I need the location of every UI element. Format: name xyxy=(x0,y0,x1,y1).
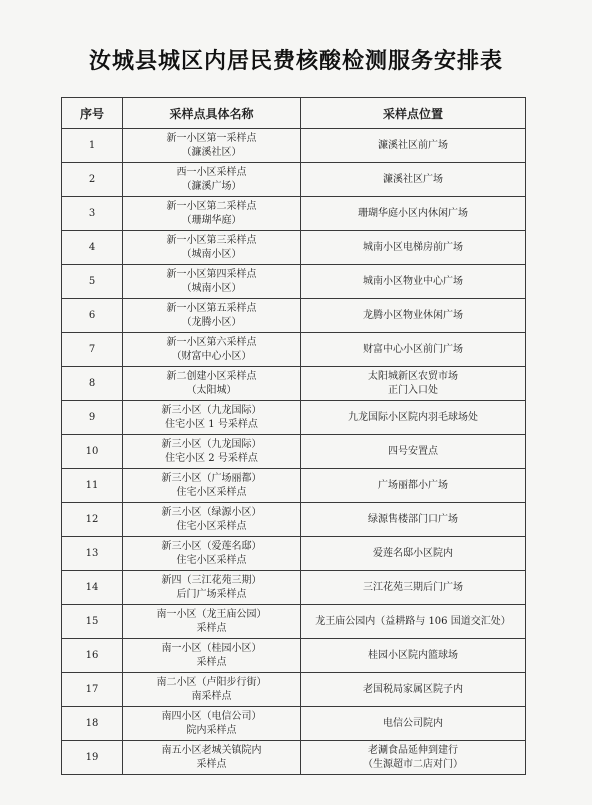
site-location-line: 龙腾小区物业休闲广场 xyxy=(363,309,463,321)
header-number: 序号 xyxy=(62,98,123,129)
site-name-cell xyxy=(123,469,301,503)
row-number: 16 xyxy=(62,639,123,673)
site-name-cell xyxy=(123,605,301,639)
site-name-cell xyxy=(123,367,301,401)
site-name-line: 住宅小区 1 号采样点 xyxy=(165,418,258,430)
site-location-line: 九龙国际小区院内羽毛球场处 xyxy=(348,411,478,423)
site-location-cell xyxy=(301,163,526,197)
site-location-line: 四号安置点 xyxy=(388,445,438,457)
site-name-line: 新一小区第二采样点 xyxy=(166,200,257,212)
site-name-line: 新一小区第六采样点 xyxy=(166,336,257,348)
site-name-line: 南采样点 xyxy=(191,690,232,702)
row-number: 5 xyxy=(62,265,123,299)
site-location-line: 老国税局家属区院子内 xyxy=(363,683,463,695)
site-name-cell xyxy=(123,333,301,367)
table-row xyxy=(62,299,526,333)
site-location-cell xyxy=(301,265,526,299)
header-site-location: 采样点位置 xyxy=(301,98,526,129)
header-site-name: 采样点具体名称 xyxy=(123,98,301,129)
site-location-cell xyxy=(301,129,526,163)
site-name-cell xyxy=(123,299,301,333)
document-title: 汝城县城区内居民费核酸检测服务安排表 xyxy=(88,49,503,74)
table-body xyxy=(62,129,526,775)
table-row xyxy=(62,129,526,163)
row-number: 10 xyxy=(62,435,123,469)
site-location-line: 电信公司院内 xyxy=(383,717,443,729)
row-number: 15 xyxy=(62,605,123,639)
site-name-line: 新三小区（绿源小区） xyxy=(161,506,262,518)
site-name-cell xyxy=(123,537,301,571)
table-row xyxy=(62,401,526,435)
site-location-cell xyxy=(301,401,526,435)
table-row xyxy=(62,469,526,503)
site-name-cell xyxy=(123,265,301,299)
site-location-line: 三江花苑三期后门广场 xyxy=(363,581,463,593)
table-row xyxy=(62,639,526,673)
table-row xyxy=(62,333,526,367)
table-row xyxy=(62,707,526,741)
row-number: 12 xyxy=(62,503,123,537)
site-name-line: 住宅小区采样点 xyxy=(176,554,247,566)
site-location-line: 老涮食品延伸到建行 xyxy=(368,744,458,756)
site-name-line: （城南小区） xyxy=(181,248,242,260)
site-name-line: 南四小区（电信公司） xyxy=(161,710,262,722)
row-number: 8 xyxy=(62,367,123,401)
site-location-cell xyxy=(301,673,526,707)
schedule-table xyxy=(61,97,526,775)
site-name-cell xyxy=(123,231,301,265)
site-location-line: 濂溪社区广场 xyxy=(383,173,443,185)
table-row xyxy=(62,571,526,605)
site-name-cell xyxy=(123,639,301,673)
site-name-line: 住宅小区 2 号采样点 xyxy=(165,452,258,464)
site-name-cell xyxy=(123,571,301,605)
site-location-cell xyxy=(301,231,526,265)
table-row xyxy=(62,741,526,775)
site-location-line: 城南小区物业中心广场 xyxy=(363,275,463,287)
site-location-cell xyxy=(301,537,526,571)
site-name-line: 南二小区（卢阳步行街） xyxy=(156,676,267,688)
site-name-line: 新三小区（九龙国际） xyxy=(161,404,262,416)
site-location-cell xyxy=(301,299,526,333)
site-name-line: 新一小区第三采样点 xyxy=(166,234,257,246)
site-name-cell xyxy=(123,741,301,775)
row-number: 13 xyxy=(62,537,123,571)
row-number: 1 xyxy=(62,129,123,163)
site-location-line: 桂园小区院内篮球场 xyxy=(368,649,458,661)
site-name-line: 院内采样点 xyxy=(186,724,237,736)
site-location-cell xyxy=(301,605,526,639)
table-row xyxy=(62,231,526,265)
site-name-line: 新一小区第四采样点 xyxy=(166,268,257,280)
site-name-line: 新三小区（九龙国际） xyxy=(161,438,262,450)
site-name-line: 住宅小区采样点 xyxy=(176,486,247,498)
site-location-line: 绿源售楼部门口广场 xyxy=(368,513,458,525)
site-name-line: （珊瑚华庭） xyxy=(181,214,242,226)
site-location-line: （生源超市二店对门） xyxy=(363,758,463,770)
site-name-line: 西一小区采样点 xyxy=(176,166,247,178)
site-name-line: 采样点 xyxy=(196,656,227,668)
row-number: 11 xyxy=(62,469,123,503)
site-name-line: 南五小区老城关镇院内 xyxy=(161,744,262,756)
site-location-cell xyxy=(301,571,526,605)
site-name-line: 新二创建小区采样点 xyxy=(166,370,257,382)
site-name-line: 南一小区（龙王庙公园） xyxy=(156,608,267,620)
site-location-cell xyxy=(301,639,526,673)
site-name-line: 新一小区第一采样点 xyxy=(166,132,257,144)
table-row xyxy=(62,605,526,639)
site-location-line: 龙王庙公园内（益耕路与 106 国道交汇处） xyxy=(315,615,511,627)
site-name-cell xyxy=(123,707,301,741)
site-location-cell xyxy=(301,333,526,367)
site-name-line: （太阳城） xyxy=(186,384,237,396)
site-location-cell xyxy=(301,435,526,469)
row-number: 6 xyxy=(62,299,123,333)
site-name-line: 新三小区（爱莲名邸） xyxy=(161,540,262,552)
row-number: 14 xyxy=(62,571,123,605)
row-number: 2 xyxy=(62,163,123,197)
site-location-line: 广场丽都小广场 xyxy=(378,479,448,491)
site-location-line: 太阳城新区农贸市场 xyxy=(368,370,458,382)
site-name-line: 新一小区第五采样点 xyxy=(166,302,257,314)
table-row xyxy=(62,673,526,707)
site-name-cell xyxy=(123,435,301,469)
row-number: 4 xyxy=(62,231,123,265)
row-number: 7 xyxy=(62,333,123,367)
site-location-line: 珊瑚华庭小区内休闲广场 xyxy=(358,207,468,219)
row-number: 9 xyxy=(62,401,123,435)
site-location-cell xyxy=(301,741,526,775)
site-location-cell xyxy=(301,197,526,231)
table-row xyxy=(62,265,526,299)
site-location-line: 正门入口处 xyxy=(388,384,438,396)
site-location-line: 濂溪社区前广场 xyxy=(378,139,448,151)
table-row xyxy=(62,537,526,571)
site-name-line: （龙腾小区） xyxy=(181,316,242,328)
site-name-cell xyxy=(123,129,301,163)
row-number: 17 xyxy=(62,673,123,707)
header-row xyxy=(62,98,526,129)
site-name-line: 住宅小区采样点 xyxy=(176,520,247,532)
table-header xyxy=(62,98,526,129)
site-name-line: （濂溪广场） xyxy=(181,180,242,192)
site-name-cell xyxy=(123,163,301,197)
site-name-cell xyxy=(123,197,301,231)
table-row xyxy=(62,503,526,537)
site-name-line: 新三小区（广场丽都） xyxy=(161,472,262,484)
row-number: 19 xyxy=(62,741,123,775)
site-name-line: 采样点 xyxy=(196,622,227,634)
site-name-cell xyxy=(123,401,301,435)
row-number: 3 xyxy=(62,197,123,231)
site-name-line: 南一小区（桂园小区） xyxy=(161,642,262,654)
table-row xyxy=(62,197,526,231)
site-location-cell xyxy=(301,707,526,741)
site-location-line: 财富中心小区前门广场 xyxy=(363,343,463,355)
site-name-line: （濂溪社区） xyxy=(181,146,242,158)
site-location-line: 爱莲名邸小区院内 xyxy=(373,547,453,559)
row-number: 18 xyxy=(62,707,123,741)
site-name-line: （城南小区） xyxy=(181,282,242,294)
site-location-cell xyxy=(301,503,526,537)
site-name-line: 后门广场采样点 xyxy=(176,588,247,600)
site-location-line: 城南小区电梯房前广场 xyxy=(363,241,463,253)
site-name-line: （财富中心小区） xyxy=(171,350,252,362)
site-location-cell xyxy=(301,367,526,401)
site-name-cell xyxy=(123,503,301,537)
table-row xyxy=(62,367,526,401)
site-name-line: 采样点 xyxy=(196,758,227,770)
site-location-cell xyxy=(301,469,526,503)
site-name-line: 新四（三江花苑三期） xyxy=(161,574,262,586)
table-row xyxy=(62,163,526,197)
site-name-cell xyxy=(123,673,301,707)
table-row xyxy=(62,435,526,469)
